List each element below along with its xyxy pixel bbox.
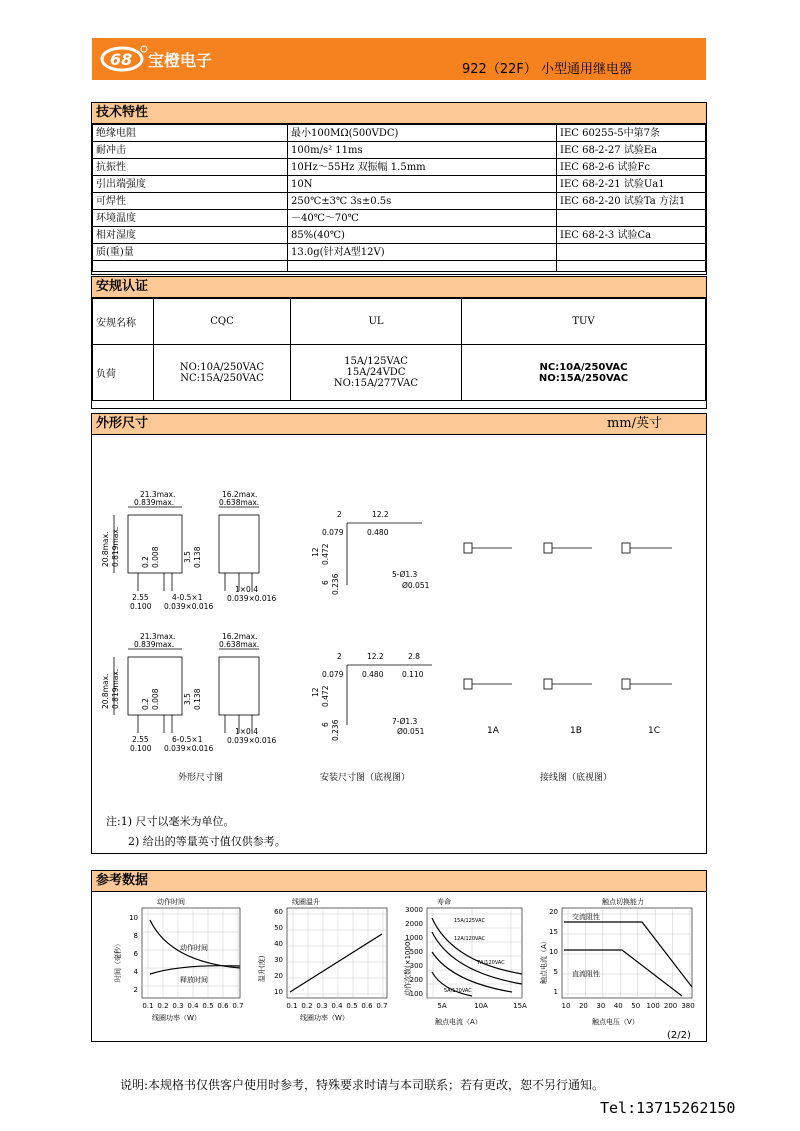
dim-height-in-2: 0.819max.: [111, 668, 120, 709]
spec-name: 质(重)量: [93, 244, 288, 261]
dim-0-2-in: 0.008: [151, 546, 160, 568]
chart4-dc-label: 直流阻性: [572, 970, 600, 978]
dim-0-2-in-b: 0.008: [151, 688, 160, 710]
mount-12-2-b: 12.2: [367, 652, 384, 661]
c4_yticks-tick: 5: [553, 968, 558, 976]
chart4-title: 触点切换能力: [602, 898, 644, 906]
c1_xticks-tick: 0.2: [157, 1002, 169, 1010]
dim-width-in-2: 0.839max.: [134, 640, 175, 649]
chart1-xlabel: 线圈功率（W）: [152, 1014, 201, 1022]
c4_xticks-tick: 380: [681, 1002, 695, 1010]
mount-holes-in-2: Ø0.051: [397, 727, 425, 736]
cert-cqc: CQC: [154, 299, 291, 345]
dimension-heading-text: 外形尺寸: [96, 416, 149, 431]
c1_xticks-tick: 0.5: [202, 1002, 214, 1010]
cert-load-label: 负荷: [93, 345, 154, 401]
tech-spec-heading: 技术特性: [92, 103, 706, 124]
mount-2-8-in: 0.110: [402, 670, 424, 679]
spec-name: 相对湿度: [93, 227, 288, 244]
spec-row: [93, 210, 706, 227]
c2_xticks-tick: 0.7: [376, 1002, 388, 1010]
mount-6-in-b: 0.236: [331, 719, 340, 741]
reference-heading: 参考数据: [92, 871, 706, 892]
spec-blank-cell: [288, 261, 557, 272]
dim-pins-in: 0.039×0.016: [164, 602, 214, 611]
c2_xticks-tick: 0.5: [346, 1002, 358, 1010]
cqc-load-line: NC:15A/250VAC: [180, 372, 264, 384]
dim-pin-size-in: 0.039×0.016: [227, 594, 277, 603]
c3_yticks-tick: 500: [409, 948, 423, 956]
mount-12-2-in: 0.480: [367, 528, 389, 537]
cert-name-label: 安规名称: [93, 299, 154, 345]
c2_yticks-tick: 60: [274, 908, 283, 916]
chart2-xlabel: 线圈功率（W）: [300, 1014, 349, 1022]
mount-12-in: 0.472: [321, 543, 330, 565]
dim-depth-in: 0.638max.: [219, 498, 260, 507]
c3_yticks-tick: 300: [409, 962, 423, 970]
spec-value: 100m/s² 11ms: [288, 142, 557, 159]
c4_xticks-tick: 50: [631, 1002, 641, 1010]
dim-height-2: 20.8max.: [101, 673, 110, 709]
cert-ul-load: [291, 345, 462, 401]
c1_xticks-tick: 0.7: [232, 1002, 244, 1010]
dim-pins-in-2: 0.039×0.016: [164, 744, 214, 753]
c1_yticks-tick: 8: [133, 932, 138, 940]
c3_yticks-tick: 2000: [405, 920, 423, 928]
spec-standard: [557, 244, 706, 261]
c1_yticks-tick: 4: [133, 968, 138, 976]
caption-wiring: 接线图（底视图）: [540, 773, 613, 783]
spec-row: [93, 244, 706, 261]
spec-value: 13.0g(针对A型12V): [288, 244, 557, 261]
c4_yticks-tick: 15: [549, 928, 558, 936]
contact-phone: Tel:13715262150: [600, 1099, 736, 1117]
spec-standard: IEC 68-2-20 试验Ta 方法1: [557, 193, 706, 210]
spec-name: 绝缘电阻: [93, 125, 288, 142]
spec-standard: IEC 68-2-27 试验Ea: [557, 142, 706, 159]
mount-2: 2: [337, 510, 342, 519]
dim-3-5: 3.5: [183, 551, 192, 563]
chart3-series-3: 7A/120VAC: [477, 960, 505, 966]
spec-value: 10Hz～55Hz 双振幅 1.5mm: [288, 159, 557, 176]
dimension-unit: mm/英寸: [606, 416, 662, 431]
mount-holes-in: Ø0.051: [402, 581, 430, 590]
cert-tuv-load: [462, 345, 706, 401]
ul-load-line: NO:15A/277VAC: [333, 378, 419, 389]
c4_xticks-tick: 100: [646, 1002, 660, 1010]
spec-value: 85%(40℃): [288, 227, 557, 244]
mount-holes-5: 5-Ø1.3: [392, 570, 418, 579]
cqc-load-line: NO:10A/250VAC: [179, 361, 265, 373]
wiring-type-1c: 1C: [648, 726, 661, 736]
spec-value: －40℃～70℃: [288, 210, 557, 227]
cert-heading: 安规认证: [92, 277, 706, 298]
tech-spec-section: [91, 102, 707, 275]
dim-height: 20.8max.: [101, 531, 110, 567]
dim-width-in: 0.839max.: [134, 498, 175, 507]
c1_xticks-tick: 0.3: [172, 1002, 184, 1010]
note-2: 2) 给出的等量英寸值仅供参考。: [128, 835, 286, 848]
caption-mount: 安装尺寸图（底视图）: [320, 773, 411, 783]
chart1-title: 动作时间: [157, 898, 185, 906]
tuv-load-line: NC:10A/250VAC: [539, 361, 628, 373]
c4_yticks-tick: 10: [549, 948, 558, 956]
svg-text:68: 68: [110, 50, 133, 69]
reference-charts: [92, 892, 704, 1040]
wiring-type-1a: 1A: [487, 726, 499, 736]
spec-name: 环境温度: [93, 210, 288, 227]
spec-value: 10N: [288, 176, 557, 193]
chart4-ac-label: 交流阻性: [572, 913, 600, 921]
mount-6-b: 6: [321, 722, 330, 727]
dim-depth: 16.2max.: [222, 490, 258, 499]
spec-value: 最小100MΩ(500VDC): [288, 125, 557, 142]
chart1-series-operate: 动作时间: [180, 944, 208, 952]
dim-3-5-in: 0.138: [193, 546, 202, 568]
c1_xticks-tick: 0.1: [142, 1002, 154, 1010]
chart1-ylabel: 时间（毫秒）: [114, 940, 122, 982]
mount-12-2-in-b: 0.480: [362, 670, 384, 679]
dimension-drawings: [92, 435, 704, 851]
dim-pins-4: 4-0.5×1: [172, 593, 203, 602]
c4_xticks-tick: 10: [561, 1002, 571, 1010]
spec-standard: [557, 210, 706, 227]
ul-load-line: 15A/125VAC: [344, 356, 408, 367]
mount-2-in: 0.079: [322, 528, 344, 537]
c4_xticks-tick: 200: [663, 1002, 678, 1010]
c1_yticks-tick: 10: [129, 914, 138, 922]
dim-width-2: 21.3max.: [140, 632, 176, 641]
c3_yticks-tick: 1000: [405, 934, 423, 942]
spec-standard: IEC 68-2-3 试验Ca: [557, 227, 706, 244]
c2_xticks-tick: 0.6: [361, 1002, 373, 1010]
dim-depth-2: 16.2max.: [222, 632, 258, 641]
spec-row: [93, 159, 706, 176]
c2_xticks-tick: 0.3: [316, 1002, 328, 1010]
tech-spec-table: [92, 124, 706, 272]
mount-6-in: 0.236: [331, 573, 340, 595]
spec-row-blank: [93, 261, 706, 272]
note-1: 注:1) 尺寸以毫米为单位。: [106, 815, 235, 828]
chart2-title: 线圈温升: [292, 898, 320, 906]
spec-standard: IEC 68-2-21 试验Ua1: [557, 176, 706, 193]
spec-row: [93, 125, 706, 142]
c1_xticks-tick: 0.4: [187, 1002, 199, 1010]
c1_yticks-tick: 2: [133, 986, 138, 994]
spec-standard: IEC 68-2-6 试验Fc: [557, 159, 706, 176]
dimension-section: [91, 413, 707, 854]
relay-side-outline: [219, 515, 259, 573]
reference-section: [91, 870, 707, 1042]
chart4-ylabel: 触点电流（A）: [540, 937, 548, 984]
spec-name: 抗振性: [93, 159, 288, 176]
mount-12-2: 12.2: [372, 510, 389, 519]
c2_yticks-tick: 30: [274, 956, 283, 964]
chart3-series-2: 12A/120VAC: [454, 936, 485, 942]
temp-rise-line: [290, 934, 382, 992]
c3_yticks-tick: 100: [409, 990, 423, 998]
c1_xticks-tick: 0.6: [217, 1002, 229, 1010]
cert-section: [91, 276, 707, 409]
chart3-series-1: 15A/125VAC: [454, 918, 485, 924]
spec-value: 250℃±3℃ 3s±0.5s: [288, 193, 557, 210]
chart3-title: 寿命: [437, 898, 451, 906]
dim-0-2-b: 0.2: [141, 698, 150, 710]
chart2-ylabel: 温升(度): [258, 955, 266, 982]
c3_xticks-tick: 15A: [513, 1002, 527, 1010]
svg-text:宝橙电子: 宝橙电子: [148, 51, 213, 70]
wiring-type-1b: 1B: [570, 726, 582, 736]
spec-row: [93, 227, 706, 244]
cert-table: [92, 298, 706, 401]
dim-width: 21.3max.: [140, 490, 176, 499]
mount-2-in-b: 0.079: [322, 670, 344, 679]
caption-outline: 外形尺寸图: [178, 773, 224, 783]
mount-2-8: 2.8: [408, 652, 420, 661]
dim-3-5-in-b: 0.138: [193, 688, 202, 710]
dim-pin-size: 1×0.4: [235, 585, 258, 594]
mount-holes-7: 7-Ø1.3: [392, 717, 418, 726]
relay-side-outline-2: [219, 657, 259, 715]
c3_yticks-tick: 3000: [405, 906, 423, 914]
page-number: (2/2): [667, 1030, 691, 1040]
c3_xticks-tick: 5A: [437, 1002, 447, 1010]
dim-pins-6: 6-0.5×1: [172, 735, 203, 744]
c2_yticks-tick: 40: [274, 940, 283, 948]
c2_yticks-tick: 50: [274, 924, 283, 932]
chart3-ylabel: 动作次数(×1000): [404, 938, 412, 996]
mount-12: 12: [311, 547, 320, 557]
dim-pin-size-in-2: 0.039×0.016: [227, 736, 277, 745]
spec-name: 耐冲击: [93, 142, 288, 159]
mount-12-b: 12: [311, 687, 320, 697]
c2_xticks-tick: 0.2: [301, 1002, 313, 1010]
spec-blank-cell: [93, 261, 288, 272]
dim-depth-in-2: 0.638max.: [219, 640, 260, 649]
dim-height-in: 0.819max.: [111, 526, 120, 567]
mount-12-in-b: 0.472: [321, 685, 330, 707]
dim-pitch-in: 0.100: [130, 602, 152, 611]
c3_xticks-tick: 10A: [474, 1002, 488, 1010]
dimension-heading: [92, 414, 706, 435]
spec-row: [93, 193, 706, 210]
c4_yticks-tick: 20: [549, 908, 558, 916]
dim-pin-size-2: 1×0.4: [235, 727, 258, 736]
spec-blank-cell: [557, 261, 706, 272]
dim-3-5-b: 3.5: [183, 693, 192, 705]
dim-pitch: 2.55: [132, 593, 149, 602]
c2_xticks-tick: 0.1: [286, 1002, 298, 1010]
chart-operate-time-frame: [142, 908, 240, 998]
c4_xticks-tick: 40: [613, 1002, 623, 1010]
c3_yticks-tick: 200: [409, 976, 423, 984]
ul-load-line: 15A/24VDC: [346, 367, 406, 378]
chart3-xlabel: 触点电流（A）: [435, 1018, 482, 1026]
brand-logo: [100, 44, 270, 74]
chart4-xlabel: 触点电压（V）: [592, 1018, 639, 1026]
c2_xticks-tick: 0.4: [331, 1002, 343, 1010]
document-title: 922（22F） 小型通用继电器: [462, 62, 632, 77]
c4_xticks-tick: 30: [596, 1002, 606, 1010]
spec-standard: IEC 60255-5中第7条: [557, 125, 706, 142]
c2_yticks-tick: 20: [274, 972, 283, 980]
dim-pitch-2: 2.55: [132, 735, 149, 744]
tuv-load-line: NO:15A/250VAC: [538, 372, 629, 384]
spec-row: [93, 176, 706, 193]
dim-pitch-in-2: 0.100: [130, 744, 152, 753]
c1_yticks-tick: 6: [133, 950, 138, 958]
cert-ul: UL: [291, 299, 462, 345]
cert-cqc-load: [154, 345, 291, 401]
chart3-series-4: 5A/120VAC: [444, 988, 472, 994]
c4_xticks-tick: 20: [578, 1002, 588, 1010]
spec-name: 引出端强度: [93, 176, 288, 193]
spec-row: [93, 142, 706, 159]
dim-0-2: 0.2: [141, 556, 150, 568]
spec-name: 可焊性: [93, 193, 288, 210]
footer-note: 说明:本规格书仅供客户使用时参考，特殊要求时请与本司联系；若有更改，恕不另行通知。: [120, 1078, 605, 1092]
c4_yticks-tick: 1: [553, 988, 558, 996]
chart1-series-release: 释放时间: [180, 976, 208, 984]
mount-2-b: 2: [337, 652, 342, 661]
mount-6: 6: [321, 580, 330, 585]
c2_yticks-tick: 10: [274, 988, 283, 996]
cert-tuv: TUV: [462, 299, 706, 345]
